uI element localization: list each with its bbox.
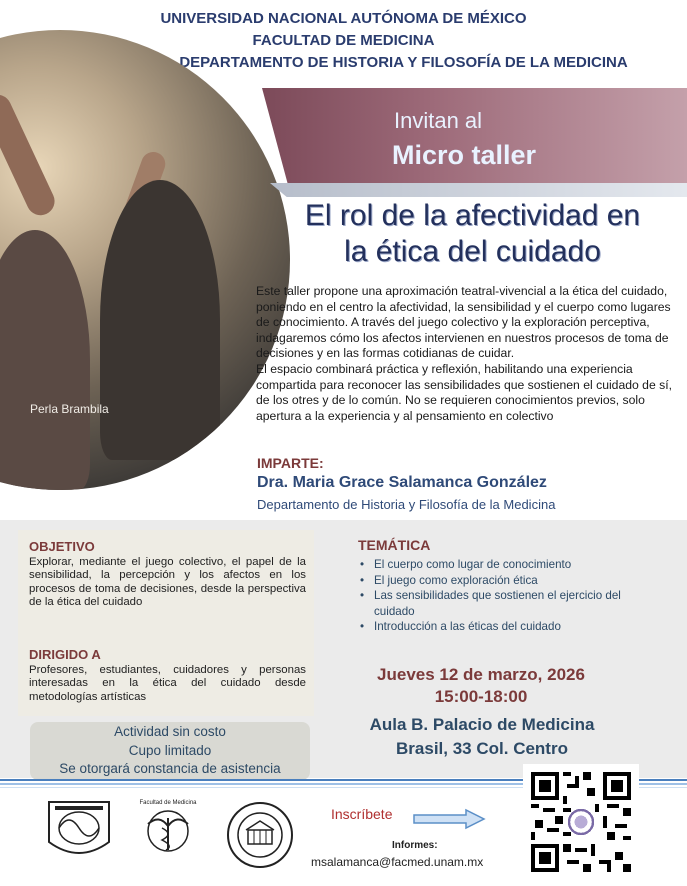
list-item: • Introducción a las éticas del cuidado bbox=[360, 619, 650, 635]
capacity-info: Cupo limitado bbox=[128, 742, 212, 758]
info-box bbox=[30, 722, 310, 780]
instructor-name: Dra. Maria Grace Salamanca González bbox=[257, 474, 547, 491]
contact-email[interactable]: msalamanca@facmed.unam.mx bbox=[311, 855, 484, 869]
description-paragraph-2: El espacio combinará práctica y reflexión, habilitando una experiencia compartida para reconocer las sensibilidades que sostienen el cuidado de sí, de los otres y de lo común. No se requieren conocimientos previos, solo apertura a la experiencia y al pensamiento en colectivo bbox=[256, 361, 672, 423]
list-item: • Las sensibilidades que sostienen el ejercicio del cuidado bbox=[360, 588, 650, 619]
list-item: • El juego como exploración ética bbox=[360, 573, 650, 589]
event-datetime bbox=[352, 664, 610, 708]
event-date: Jueves 12 de marzo, 2026 bbox=[377, 665, 585, 684]
description-paragraph-1: Este taller propone una aproximación teatral-vivencial a la ética del cuidado, poniendo en el centro la afectividad, la sensibilidad y el cuerpo como lugares de conocimiento. A través del juego colectivo y la exploración perceptiva, indagaremos cómo los afectos intervienen en nuestros procesos de toma de decisiones y en las formas cotidianas de cuidar. bbox=[256, 284, 671, 361]
department-name: DEPARTAMENTO DE HISTORIA Y FILOSOFÍA DE LA MEDICINA bbox=[179, 54, 628, 71]
register-label: Inscríbete bbox=[331, 806, 393, 822]
description bbox=[256, 284, 678, 424]
registration-qr-code[interactable] bbox=[523, 764, 639, 880]
certificate-info: Se otorgará constancia de asistencia bbox=[59, 761, 281, 776]
tematica-label: TEMÁTICA bbox=[358, 537, 431, 553]
objetivo-text: Explorar, mediante el juego colectivo, el papel de la sensibilidad, la percepción y los afectos en los procesos de toma de decisiones, desde la perspectiva de la ética del cuidado bbox=[29, 556, 306, 609]
banner-shadow bbox=[270, 183, 687, 197]
cost-info: Actividad sin costo bbox=[114, 724, 226, 739]
invite-text: Invitan al bbox=[394, 108, 483, 133]
workshop-title bbox=[258, 198, 687, 270]
informes-label: Informes: bbox=[392, 840, 438, 851]
tematica-list bbox=[360, 557, 650, 635]
departamento-seal-logo bbox=[225, 800, 295, 875]
faculty-name: FACULTAD DE MEDICINA bbox=[252, 32, 435, 49]
event-location bbox=[340, 713, 624, 761]
unam-seal-logo bbox=[45, 798, 113, 869]
micro-taller-text: Micro taller bbox=[392, 140, 537, 170]
event-address: Brasil, 33 Col. Centro bbox=[396, 739, 568, 758]
hero-photo bbox=[0, 30, 290, 490]
arrow-right-icon bbox=[412, 808, 486, 830]
dirigido-label: DIRIGIDO A bbox=[29, 647, 101, 662]
event-time: 15:00-18:00 bbox=[434, 687, 528, 706]
objetivo-label: OBJETIVO bbox=[29, 539, 95, 554]
facultad-medicina-logo bbox=[137, 800, 199, 861]
dirigido-text: Profesores, estudiantes, cuidadores y personas interesadas en la ética del cuidado desde metodologías artísticas bbox=[29, 664, 306, 703]
university-name: UNIVERSIDAD NACIONAL AUTÓNOMA DE MÉXICO bbox=[160, 10, 527, 27]
title-line-2: la ética del cuidado bbox=[344, 235, 601, 268]
instructor-department: Departamento de Historia y Filosofía de la Medicina bbox=[257, 497, 556, 512]
facultad-logo-label: Facultad de Medicina bbox=[139, 800, 197, 806]
list-item: • El cuerpo como lugar de conocimiento bbox=[360, 557, 650, 573]
title-line-1: El rol de la afectividad en bbox=[304, 199, 641, 232]
event-room: Aula B. Palacio de Medicina bbox=[369, 715, 595, 734]
photo-credit: Perla Brambila bbox=[30, 402, 109, 416]
imparte-label: IMPARTE: bbox=[257, 455, 324, 471]
